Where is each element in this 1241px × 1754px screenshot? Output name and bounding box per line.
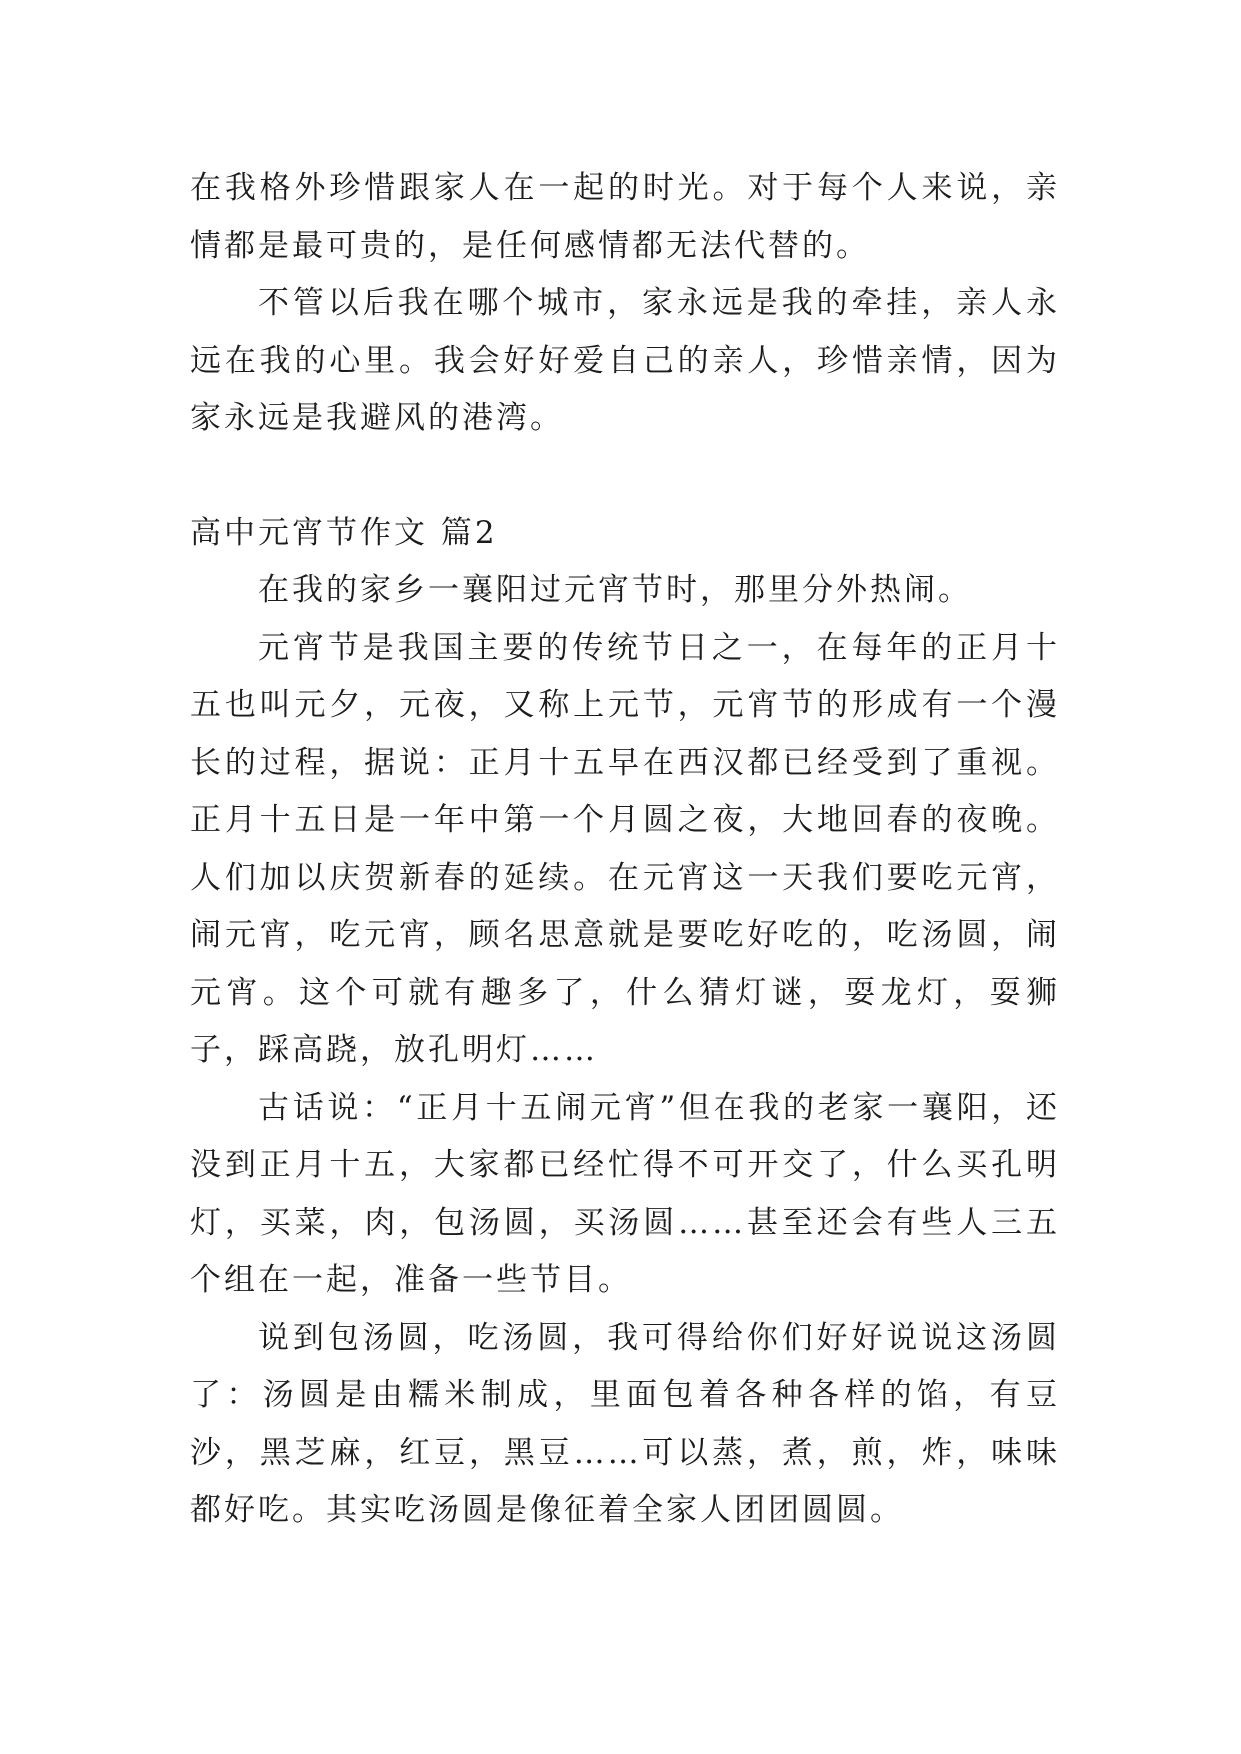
paragraph-intro-1: 在我格外珍惜跟家人在一起的时光。对于每个人来说，亲情都是最可贵的，是任何感情都无法代替的。 bbox=[190, 170, 1060, 264]
paragraph-4: 说到包汤圆，吃汤圆，我可得给你们好好说说这汤圆了：汤圆是由糯米制成，里面包着各种各样的馅，有豆沙，黑芝麻，红豆，黑豆……可以蒸，煮，煎，炸，味味都好吃。其实吃汤圆是像征着全家人团团圆圆。 bbox=[190, 1319, 1060, 1528]
paragraph-intro-2: 不管以后我在哪个城市，家永远是我的牵挂，亲人永远在我的心里。我会好好爱自己的亲人，珍惜亲情，因为家永远是我避风的港湾。 bbox=[190, 285, 1060, 436]
paragraph-2: 元宵节是我国主要的传统节日之一，在每年的正月十五也叫元夕，元夜，又称上元节，元宵节的形成有一个漫长的过程，据说：正月十五早在西汉都已经受到了重视。正月十五日是一年中第一个月圆之夜，大地回春的夜晚。人们加以庆贺新春的延续。在元宵这一天我们要吃元宵，闹元宵，吃元宵，顾名思意就是要吃好吃的，吃汤圆，闹元宵。这个可就有趣多了，什么猜灯谜，耍龙灯，耍狮子，踩高跷，放孔明灯…… bbox=[190, 629, 1060, 1068]
paragraph-3: 古话说：“正月十五闹元宵”但在我的老家一襄阳，还没到正月十五，大家都已经忙得不可开交了，什么买孔明灯，买菜，肉，包汤圆，买汤圆……甚至还会有些人三五个组在一起，准备一些节目。 bbox=[190, 1089, 1060, 1298]
document-body bbox=[190, 160, 1060, 1540]
section-title: 高中元宵节作文 篇2 bbox=[190, 514, 498, 551]
paragraph-1: 在我的家乡一襄阳过元宵节时，那里分外热闹。 bbox=[258, 572, 972, 608]
